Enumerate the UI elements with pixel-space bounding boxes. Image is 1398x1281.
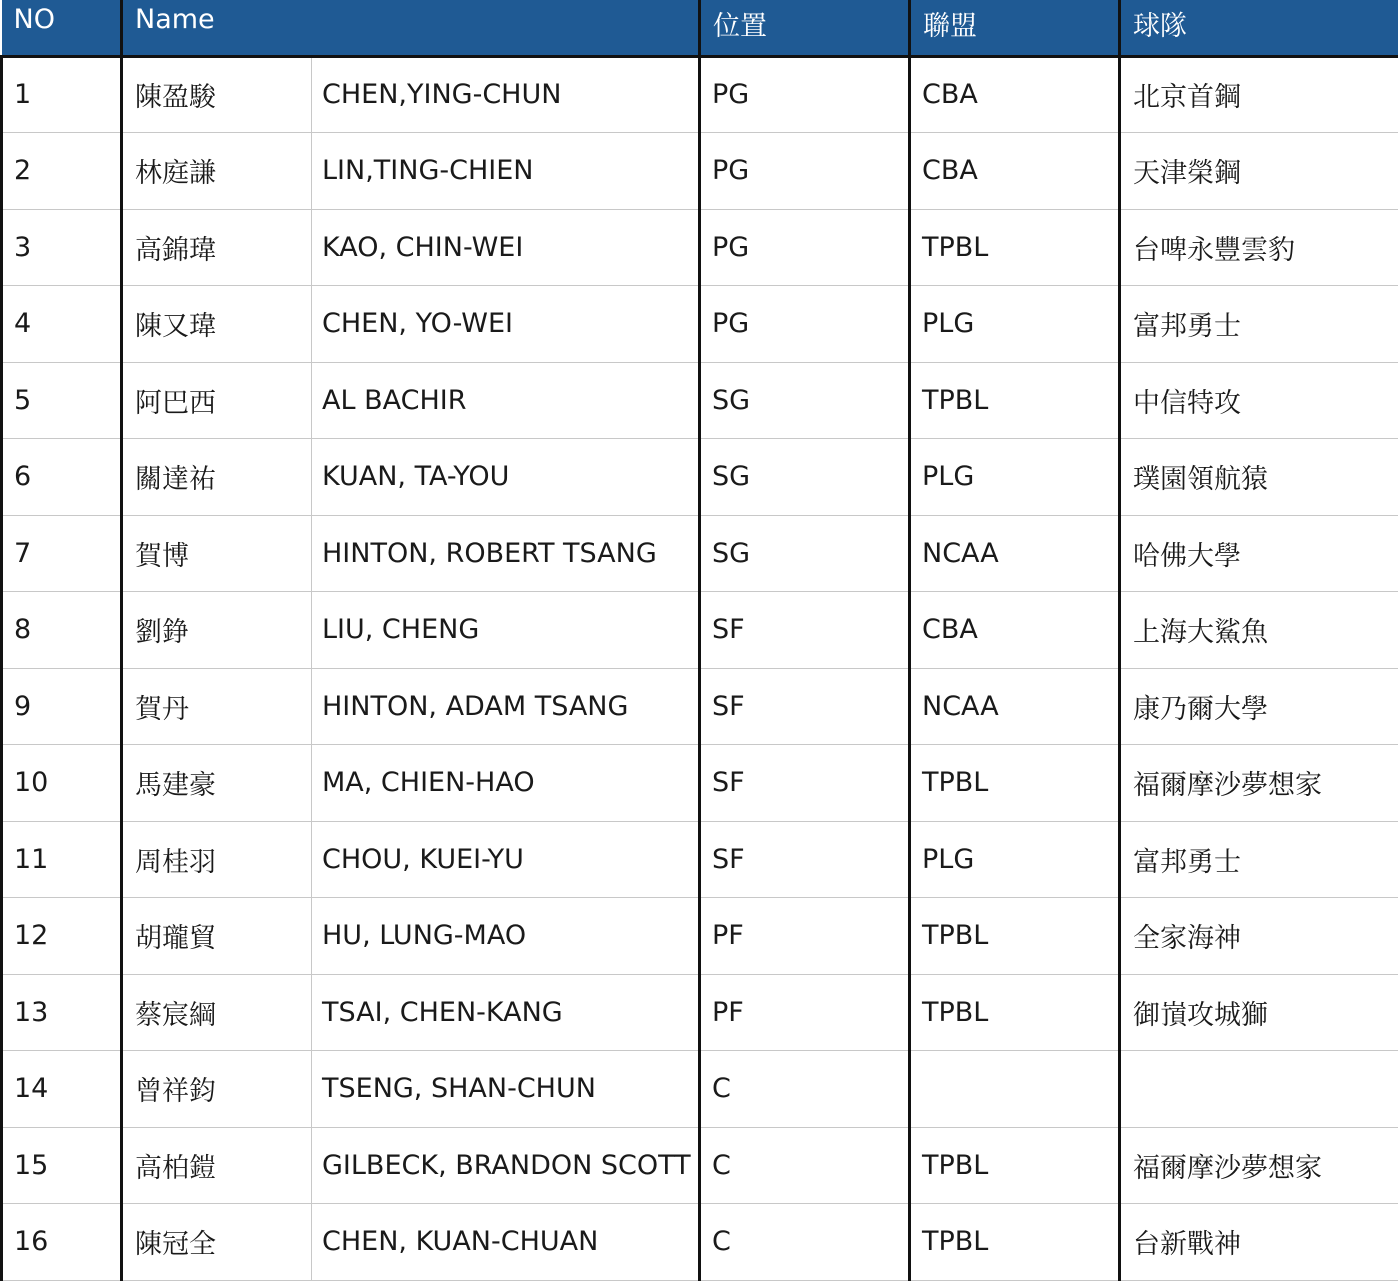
player-league: NCAA <box>910 668 1120 745</box>
table-header <box>2 0 1398 56</box>
player-number: 7 <box>2 515 122 592</box>
player-position: SF <box>700 745 910 822</box>
player-name-english: GILBECK, BRANDON SCOTT <box>312 1127 700 1204</box>
player-team: 康乃爾大學 <box>1120 668 1398 745</box>
player-name-chinese: 蔡宸綱 <box>122 974 312 1051</box>
player-number: 13 <box>2 974 122 1051</box>
player-name-english: CHOU, KUEI-YU <box>312 821 700 898</box>
player-name-english: CHEN, KUAN-CHUAN <box>312 1204 700 1281</box>
player-name-english: HINTON, ADAM TSANG <box>312 668 700 745</box>
player-league: CBA <box>910 592 1120 669</box>
player-number: 8 <box>2 592 122 669</box>
player-team: 福爾摩沙夢想家 <box>1120 745 1398 822</box>
player-league: TPBL <box>910 362 1120 439</box>
player-team: 台啤永豐雲豹 <box>1120 209 1398 286</box>
player-name-chinese: 阿巴西 <box>122 362 312 439</box>
table-row <box>2 592 1398 669</box>
player-number: 9 <box>2 668 122 745</box>
player-number: 11 <box>2 821 122 898</box>
player-league: PLG <box>910 439 1120 516</box>
table-row <box>2 974 1398 1051</box>
player-league: PLG <box>910 821 1120 898</box>
table-row <box>2 439 1398 516</box>
player-team: 哈佛大學 <box>1120 515 1398 592</box>
player-name-english: CHEN,YING-CHUN <box>312 56 700 133</box>
player-position: C <box>700 1127 910 1204</box>
player-number: 16 <box>2 1204 122 1281</box>
header-team: 球隊 <box>1120 0 1398 56</box>
player-position: SF <box>700 592 910 669</box>
player-league: TPBL <box>910 1204 1120 1281</box>
player-name-chinese: 關達祐 <box>122 439 312 516</box>
table-row <box>2 668 1398 745</box>
player-league: TPBL <box>910 898 1120 975</box>
table-row <box>2 56 1398 133</box>
player-name-chinese: 陳又瑋 <box>122 286 312 363</box>
player-position: SF <box>700 668 910 745</box>
player-name-english: HINTON, ROBERT TSANG <box>312 515 700 592</box>
player-team: 台新戰神 <box>1120 1204 1398 1281</box>
player-name-english: AL BACHIR <box>312 362 700 439</box>
table-row <box>2 1051 1398 1128</box>
player-team: 天津榮鋼 <box>1120 133 1398 210</box>
player-name-chinese: 馬建豪 <box>122 745 312 822</box>
player-team: 北京首鋼 <box>1120 56 1398 133</box>
player-team: 全家海神 <box>1120 898 1398 975</box>
player-name-english: TSAI, CHEN-KANG <box>312 974 700 1051</box>
header-league: 聯盟 <box>910 0 1120 56</box>
player-name-chinese: 賀博 <box>122 515 312 592</box>
player-name-english: KUAN, TA-YOU <box>312 439 700 516</box>
table-row <box>2 821 1398 898</box>
player-league: TPBL <box>910 209 1120 286</box>
player-number: 4 <box>2 286 122 363</box>
player-team: 上海大鯊魚 <box>1120 592 1398 669</box>
player-number: 15 <box>2 1127 122 1204</box>
player-number: 12 <box>2 898 122 975</box>
player-number: 3 <box>2 209 122 286</box>
player-name-english: HU, LUNG-MAO <box>312 898 700 975</box>
header-name: Name <box>122 0 700 56</box>
player-position: C <box>700 1051 910 1128</box>
table-row <box>2 1127 1398 1204</box>
player-name-chinese: 高錦瑋 <box>122 209 312 286</box>
table-row <box>2 133 1398 210</box>
table-row <box>2 362 1398 439</box>
player-name-chinese: 陳盈駿 <box>122 56 312 133</box>
player-name-english: LIN,TING-CHIEN <box>312 133 700 210</box>
player-team <box>1120 1051 1398 1128</box>
player-name-chinese: 劉錚 <box>122 592 312 669</box>
header-position: 位置 <box>700 0 910 56</box>
player-name-chinese: 周桂羽 <box>122 821 312 898</box>
table-row <box>2 286 1398 363</box>
header-row <box>2 0 1398 56</box>
player-number: 14 <box>2 1051 122 1128</box>
player-team: 璞園領航猿 <box>1120 439 1398 516</box>
player-number: 6 <box>2 439 122 516</box>
player-name-chinese: 高柏鎧 <box>122 1127 312 1204</box>
player-position: PG <box>700 133 910 210</box>
player-league: PLG <box>910 286 1120 363</box>
player-league: CBA <box>910 56 1120 133</box>
player-name-english: CHEN, YO-WEI <box>312 286 700 363</box>
player-position: SG <box>700 439 910 516</box>
player-team: 富邦勇士 <box>1120 821 1398 898</box>
player-name-chinese: 胡瓏貿 <box>122 898 312 975</box>
table-body <box>2 56 1398 1280</box>
player-position: PG <box>700 209 910 286</box>
table-row <box>2 209 1398 286</box>
player-number: 10 <box>2 745 122 822</box>
player-team: 中信特攻 <box>1120 362 1398 439</box>
player-number: 1 <box>2 56 122 133</box>
table-row <box>2 898 1398 975</box>
player-position: SF <box>700 821 910 898</box>
player-league: CBA <box>910 133 1120 210</box>
player-position: C <box>700 1204 910 1281</box>
player-name-english: KAO, CHIN-WEI <box>312 209 700 286</box>
player-team: 御嵿攻城獅 <box>1120 974 1398 1051</box>
player-team: 富邦勇士 <box>1120 286 1398 363</box>
player-name-english: LIU, CHENG <box>312 592 700 669</box>
player-name-chinese: 林庭謙 <box>122 133 312 210</box>
player-position: SG <box>700 515 910 592</box>
player-name-chinese: 陳冠全 <box>122 1204 312 1281</box>
table-row <box>2 1204 1398 1281</box>
player-position: PF <box>700 974 910 1051</box>
player-team: 福爾摩沙夢想家 <box>1120 1127 1398 1204</box>
player-number: 2 <box>2 133 122 210</box>
player-position: PG <box>700 286 910 363</box>
player-number: 5 <box>2 362 122 439</box>
table-row <box>2 515 1398 592</box>
player-league: TPBL <box>910 745 1120 822</box>
player-position: PG <box>700 56 910 133</box>
player-name-english: TSENG, SHAN-CHUN <box>312 1051 700 1128</box>
player-name-chinese: 曾祥鈞 <box>122 1051 312 1128</box>
player-name-chinese: 賀丹 <box>122 668 312 745</box>
player-position: PF <box>700 898 910 975</box>
player-position: SG <box>700 362 910 439</box>
player-league <box>910 1051 1120 1128</box>
table-row <box>2 745 1398 822</box>
player-league: TPBL <box>910 974 1120 1051</box>
player-name-english: MA, CHIEN-HAO <box>312 745 700 822</box>
player-league: TPBL <box>910 1127 1120 1204</box>
header-no: NO <box>2 0 122 56</box>
player-league: NCAA <box>910 515 1120 592</box>
